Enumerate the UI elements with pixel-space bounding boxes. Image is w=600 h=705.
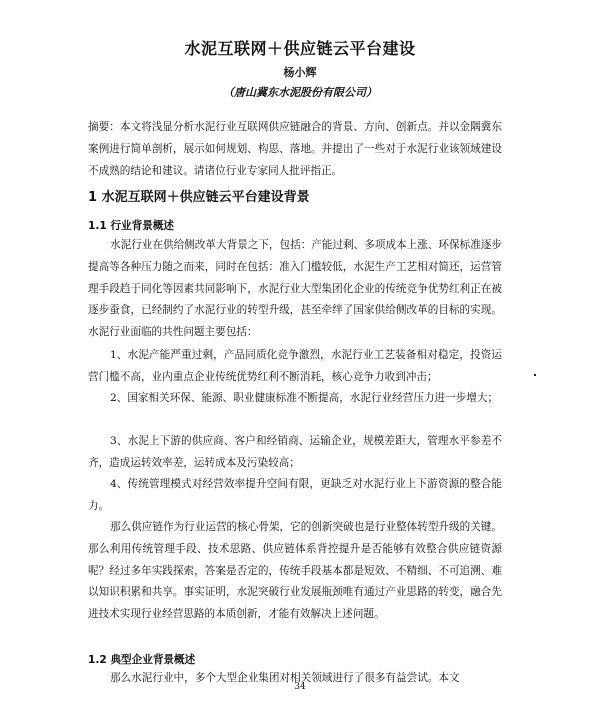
paragraph-background: 水泥行业在供给侧改革大背景之下，包括：产能过剩、多项成本上涨、环保标准逐步提高等各种压力随之而来，同时在包括：准入门槛较低，水泥生产工艺相对简还，运营管理手段趋于同化等因素共同影响下，水泥行业大型集团化企业的传统竞争优势红利正在被逐步蚕食，已经制约了水泥行业的转型升级，甚至牵绊了国家供给侧改革的目标的实现。水泥行业面临的共性问题主要包括： [88, 239, 502, 339]
subsection-heading-1-1: 1.1 行业背景概述 [88, 220, 175, 232]
list-item-3: 3、水泥上下游的供应商、客户和经销商、运输企业，规模差距大，管理水平参差不齐，造成运转效率差，运转成本及污染较高； [88, 435, 502, 469]
page-number: 34 [294, 682, 306, 692]
author-affiliation: （唐山冀东水泥股份有限公司） [223, 86, 377, 99]
subsection-heading-1-2: 1.2 典型企业背景概述 [88, 654, 196, 666]
scan-speck [534, 374, 536, 376]
paper-title: 水泥互联网＋供应链云平台建设 [184, 39, 416, 58]
list-item-2: 2、国家相关环保、能源、职业健康标准不断提高，水泥行业经营压力进一步增大； [110, 392, 499, 404]
paragraph-supply-chain: 那么供应链作为行业运营的核心骨架，它的创新突破也是行业整体转型升级的关键。那么利用传统管理手段、技术思路、供应链体系背控提升是否能够有效整合供应链资源呢？经过多年实践探索，答案是否定的，传统手段基本都是短效、不精细、不可追溯、难以知识积累和共享。事实证明，水泥突破行业发展瓶颈唯有通过产业思路的转变，融合先进技术实现行业经营思路的本质创新，才能有效解决上述问题。 [88, 521, 502, 621]
list-item-1: 1、水泥产能严重过剩，产品同质化竞争激烈，水泥行业工艺装备相对稳定，投资运营门槛不高，业内重点企业传统优势红利不断消耗，核心竞争力收到冲击； [88, 349, 502, 383]
abstract: 摘要：本文将浅显分析水泥行业互联网供应链融合的背景、方向、创新点。并以金隅冀东案例进行简单剖析，展示如何规划、构思、落地。并提出了一些对于水泥行业该领域建设不成熟的结论和建议。请诸位行业专家同人批评指正。 [88, 121, 502, 177]
section-heading-1: 1 水泥互联网＋供应链云平台建设背景 [88, 190, 310, 205]
paragraph-typical-enterprise: 那么水泥行业中，多个大型企业集团对相关领域进行了很多有益尝试。本文 [110, 672, 460, 684]
author-name: 杨小辉 [283, 66, 317, 79]
list-item-4: 4、传统管理模式对经营效率提升空间有限，更缺乏对水泥行业上下游资源的整合能力。 [88, 478, 502, 512]
